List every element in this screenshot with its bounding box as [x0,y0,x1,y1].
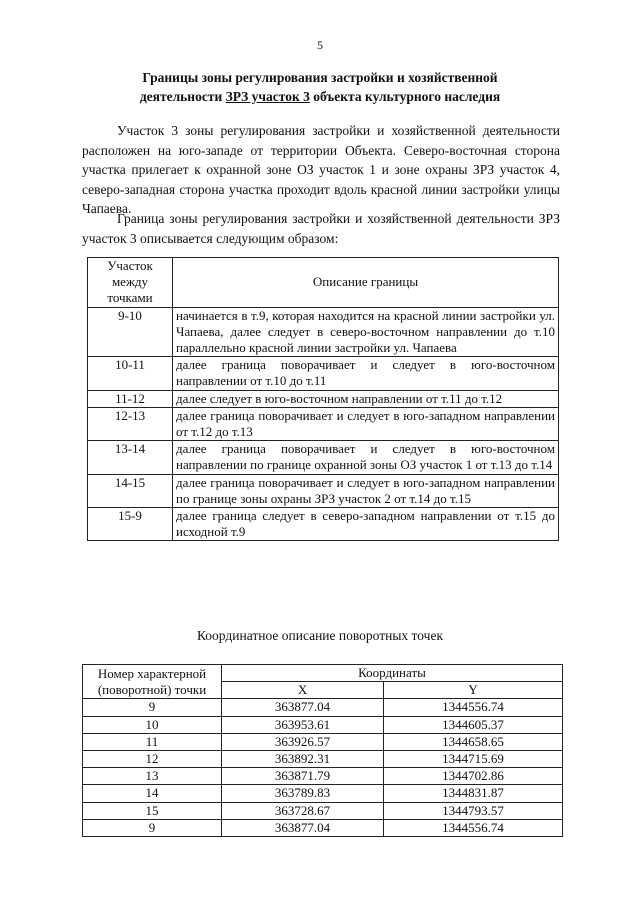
document-title [60,68,580,106]
table-row [88,508,559,541]
y-cell: 1344556.74 [384,699,563,716]
title-line-1: Границы зоны регулирования застройки и хозяйственной [142,70,498,85]
header-y: Y [384,682,563,699]
table-row [88,474,559,507]
segment-cell: 15-9 [88,508,173,541]
table-row [88,307,559,357]
table-row [83,716,563,733]
table-row [88,357,559,390]
x-cell: 363871.79 [222,768,384,785]
table-row [88,407,559,440]
table-row [83,802,563,819]
header-x: X [222,682,384,699]
description-cell: далее граница поворачивает и следует в юго-восточном направлении по границе охранной зоны ОЗ участок 1 от т.13 до т.14 [173,441,559,474]
table-row [83,733,563,750]
page-number: 5 [317,38,323,52]
table-row [88,441,559,474]
segment-cell: 10-11 [88,357,173,390]
point-cell: 9 [83,819,222,836]
y-cell: 1344658.65 [384,733,563,750]
table-row [83,819,563,836]
x-cell: 363892.31 [222,751,384,768]
y-cell: 1344831.87 [384,785,563,802]
x-cell: 363953.61 [222,716,384,733]
header-point-line-1: Номер характерной [97,665,207,681]
point-cell: 11 [83,733,222,750]
segment-cell: 14-15 [88,474,173,507]
header-point-line-2: (поворотной) точки [97,681,207,697]
y-cell: 1344556.74 [384,819,563,836]
coords-header-row-1 [83,665,563,682]
x-cell: 363789.83 [222,785,384,802]
segment-cell: 11-12 [88,390,173,407]
coordinates-caption: Координатное описание поворотных точек [196,628,444,643]
point-cell: 14 [83,785,222,802]
point-cell: 10 [83,716,222,733]
table-row [83,768,563,785]
x-cell: 363877.04 [222,819,384,836]
y-cell: 1344605.37 [384,716,563,733]
paragraph-zone-location: Участок 3 зоны регулирования застройки и хозяйственной деятельности расположен на юго-западе от территории Объекта. Северо-восточная сторона участка прилегает к охранной зоне ОЗ участок 1 и зоне охраны ЗРЗ участок 4, северо-западная сторона участка проходит вдоль красной линии застройки улицы Чапаева. [82,123,560,216]
boundary-description-table [87,257,559,541]
paragraph-boundary-intro: Граница зоны регулирования застройки и хозяйственной деятельности ЗРЗ участок 3 описывается следующим образом: [82,211,560,246]
table-row [83,751,563,768]
title-zone-code: ЗРЗ участок 3 [225,89,310,104]
coordinates-table [82,664,563,837]
segment-cell: 12-13 [88,407,173,440]
header-description: Описание границы [173,258,559,308]
y-cell: 1344715.69 [384,751,563,768]
x-cell: 363728.67 [222,802,384,819]
table-row [88,390,559,407]
point-cell: 15 [83,802,222,819]
point-cell: 13 [83,768,222,785]
title-line-2 [60,87,580,106]
y-cell: 1344793.57 [384,802,563,819]
x-cell: 363877.04 [222,699,384,716]
description-cell: далее граница поворачивает и следует в юго-западном направлении по границе зоны охраны ЗРЗ участок 2 от т.14 до т.15 [173,474,559,507]
description-cell: далее граница поворачивает и следует в юго-восточном направлении от т.10 до т.11 [173,357,559,390]
header-segment [88,258,173,308]
header-point-number [83,665,222,699]
header-segment-line: Участок [107,258,153,273]
x-cell: 363926.57 [222,733,384,750]
title-line-2-suffix: объекта культурного наследия [309,89,501,104]
title-line-2-prefix: деятельности [139,89,226,104]
header-segment-line: точками [107,290,153,306]
segment-cell: 13-14 [88,441,173,474]
table-row [83,699,563,716]
point-cell: 9 [83,699,222,716]
table-row [83,785,563,802]
point-cell: 12 [83,751,222,768]
header-segment-line: между [111,274,149,290]
description-cell: далее граница следует в северо-западном направлении от т.15 до исходной т.9 [173,508,559,541]
description-cell: далее граница поворачивает и следует в юго-западном направлении от т.12 до т.13 [173,407,559,440]
segment-cell: 9-10 [88,307,173,357]
header-coordinates: Координаты [222,665,563,682]
description-cell: начинается в т.9, которая находится на красной линии застройки ул. Чапаева, далее следует в северо-восточном направлении до т.10 параллельно красной линии застройки ул. Чапаева [173,307,559,357]
boundary-table-header [88,258,559,308]
y-cell: 1344702.86 [384,768,563,785]
description-cell: далее следует в юго-восточном направлении от т.11 до т.12 [173,390,559,407]
